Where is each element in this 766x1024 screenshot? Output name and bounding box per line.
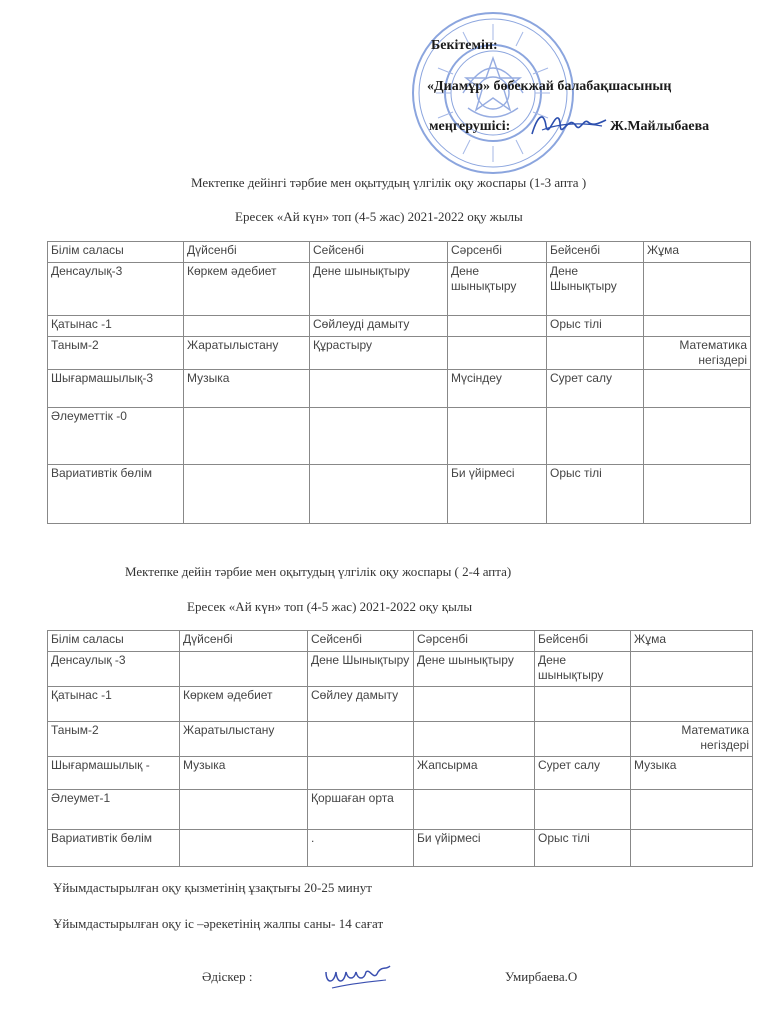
table-cell: Жапсырма xyxy=(414,757,535,790)
header-cell: Сәрсенбі xyxy=(448,242,547,263)
table-cell: Орыс тілі xyxy=(535,830,631,867)
table-cell: Математика негіздері xyxy=(631,722,753,757)
table-cell: Вариативтік бөлім xyxy=(48,465,184,524)
table-row xyxy=(48,687,753,722)
table-cell xyxy=(535,687,631,722)
table-cell xyxy=(414,790,535,830)
table-header-row xyxy=(48,242,751,263)
table-row xyxy=(48,652,753,687)
table-cell xyxy=(631,790,753,830)
table-cell xyxy=(184,316,310,337)
plan1-table xyxy=(47,241,751,524)
table-cell xyxy=(310,370,448,408)
plan2-title: Мектепке дейін тәрбие мен оқытудың үлгілік оқу жоспары ( 2-4 апта) xyxy=(125,564,512,579)
table-cell xyxy=(631,687,753,722)
table-cell xyxy=(448,316,547,337)
table-cell: Сөйлеу дамыту xyxy=(308,687,414,722)
plan1-title: Мектепке дейінгі тәрбие мен оқытудың үлгілік оқу жоспары (1-3 апта ) xyxy=(191,175,587,190)
plan2-subtitle: Ересек «Ай күн» топ (4-5 жас) 2021-2022 оқу қылы xyxy=(187,599,473,614)
table-cell: Орыс тілі xyxy=(547,316,644,337)
kindergarten-name: «Диамұр» бөбекжай балабақшасының xyxy=(427,79,672,94)
table-cell xyxy=(308,757,414,790)
table-cell xyxy=(547,408,644,465)
total-hours-note: Ұйымдастырылған оқу іс –әрекетінің жалпы саны- 14 сағат xyxy=(53,916,384,931)
table-cell: Сурет салу xyxy=(547,370,644,408)
table-cell: Математика негіздері xyxy=(644,337,751,370)
table-row xyxy=(48,408,751,465)
header-cell: Сейсенбі xyxy=(310,242,448,263)
table-cell xyxy=(535,790,631,830)
table-cell xyxy=(644,465,751,524)
table-cell xyxy=(644,408,751,465)
table-cell: Денсаулық -3 xyxy=(48,652,180,687)
table-row xyxy=(48,263,751,316)
header-cell: Жұма xyxy=(644,242,751,263)
table-cell xyxy=(184,465,310,524)
table-cell: Әлеумет-1 xyxy=(48,790,180,830)
table-cell: Көркем әдебиет xyxy=(180,687,308,722)
table-cell xyxy=(184,408,310,465)
table-cell: Шығармашылық-3 xyxy=(48,370,184,408)
table-cell: Музыка xyxy=(184,370,310,408)
table-cell: Қатынас -1 xyxy=(48,687,180,722)
table-cell: Құрастыру xyxy=(310,337,448,370)
header-cell: Бейсенбі xyxy=(535,631,631,652)
table-cell: Дене шынықтыру xyxy=(535,652,631,687)
head-name: Ж.Майлыбаева xyxy=(610,119,710,134)
table-cell xyxy=(180,830,308,867)
table-cell: Көркем әдебиет xyxy=(184,263,310,316)
table-row xyxy=(48,316,751,337)
table-cell: Сөйлеуді дамыту xyxy=(310,316,448,337)
table-cell: Қатынас -1 xyxy=(48,316,184,337)
table-cell: Орыс тілі xyxy=(547,465,644,524)
table-row xyxy=(48,465,751,524)
table-cell xyxy=(448,337,547,370)
table-row xyxy=(48,722,753,757)
table-cell xyxy=(631,830,753,867)
table-cell xyxy=(310,465,448,524)
table-row xyxy=(48,370,751,408)
approval-heading: Бекітемін: xyxy=(431,38,498,53)
header-cell: Жұма xyxy=(631,631,753,652)
header-cell: Бейсенбі xyxy=(547,242,644,263)
header-cell: Дүйсенбі xyxy=(184,242,310,263)
table-cell: Дене Шынықтыру xyxy=(308,652,414,687)
table-row xyxy=(48,790,753,830)
table-header-row xyxy=(48,631,753,652)
table-cell: Мүсіндеу xyxy=(448,370,547,408)
plan1-subtitle: Ересек «Ай күн» топ (4-5 жас) 2021-2022 оқу жылы xyxy=(235,209,523,224)
table-cell: Би үйірмесі xyxy=(448,465,547,524)
table-cell xyxy=(547,337,644,370)
table-cell xyxy=(644,263,751,316)
table-cell: Музыка xyxy=(631,757,753,790)
header-cell: Сәрсенбі xyxy=(414,631,535,652)
table-cell xyxy=(644,316,751,337)
table-cell xyxy=(310,408,448,465)
methodist-signature-icon xyxy=(320,958,392,992)
table-cell xyxy=(448,408,547,465)
plan2-table xyxy=(47,630,753,867)
header-cell: Білім саласы xyxy=(48,631,180,652)
table-cell xyxy=(308,722,414,757)
table-cell xyxy=(414,722,535,757)
table-cell xyxy=(180,790,308,830)
table-cell: Қоршаған орта xyxy=(308,790,414,830)
table-cell: Таным-2 xyxy=(48,337,184,370)
table-cell xyxy=(644,370,751,408)
table-cell: . xyxy=(308,830,414,867)
table-cell xyxy=(535,722,631,757)
table-cell: Сурет салу xyxy=(535,757,631,790)
table-cell: Таным-2 xyxy=(48,722,180,757)
methodist-name: Умирбаева.О xyxy=(505,969,578,984)
table-cell xyxy=(414,687,535,722)
table-cell xyxy=(180,652,308,687)
table-cell: Дене шынықтыру xyxy=(448,263,547,316)
table-cell: Дене шынықтыру xyxy=(414,652,535,687)
methodist-label: Әдіскер : xyxy=(202,969,253,984)
table-row xyxy=(48,757,753,790)
table-cell: Дене шынықтыру xyxy=(310,263,448,316)
table-cell: Денсаулық-3 xyxy=(48,263,184,316)
table-row xyxy=(48,830,753,867)
table-cell: Жаратылыстану xyxy=(180,722,308,757)
table-cell: Шығармашылық - xyxy=(48,757,180,790)
table-cell: Музыка xyxy=(180,757,308,790)
table-cell: Вариативтік бөлім xyxy=(48,830,180,867)
header-cell: Дүйсенбі xyxy=(180,631,308,652)
head-label: меңгерушісі: xyxy=(429,119,511,134)
header-cell: Білім саласы xyxy=(48,242,184,263)
table-cell xyxy=(631,652,753,687)
director-signature-icon xyxy=(528,108,610,140)
table-cell: Дене Шынықтыру xyxy=(547,263,644,316)
duration-note: Ұйымдастырылған оқу қызметінің ұзақтығы 20-25 минут xyxy=(53,880,372,895)
table-cell: Әлеуметтік -0 xyxy=(48,408,184,465)
header-cell: Сейсенбі xyxy=(308,631,414,652)
table-cell: Би үйірмесі xyxy=(414,830,535,867)
table-cell: Жаратылыстану xyxy=(184,337,310,370)
table-row xyxy=(48,337,751,370)
